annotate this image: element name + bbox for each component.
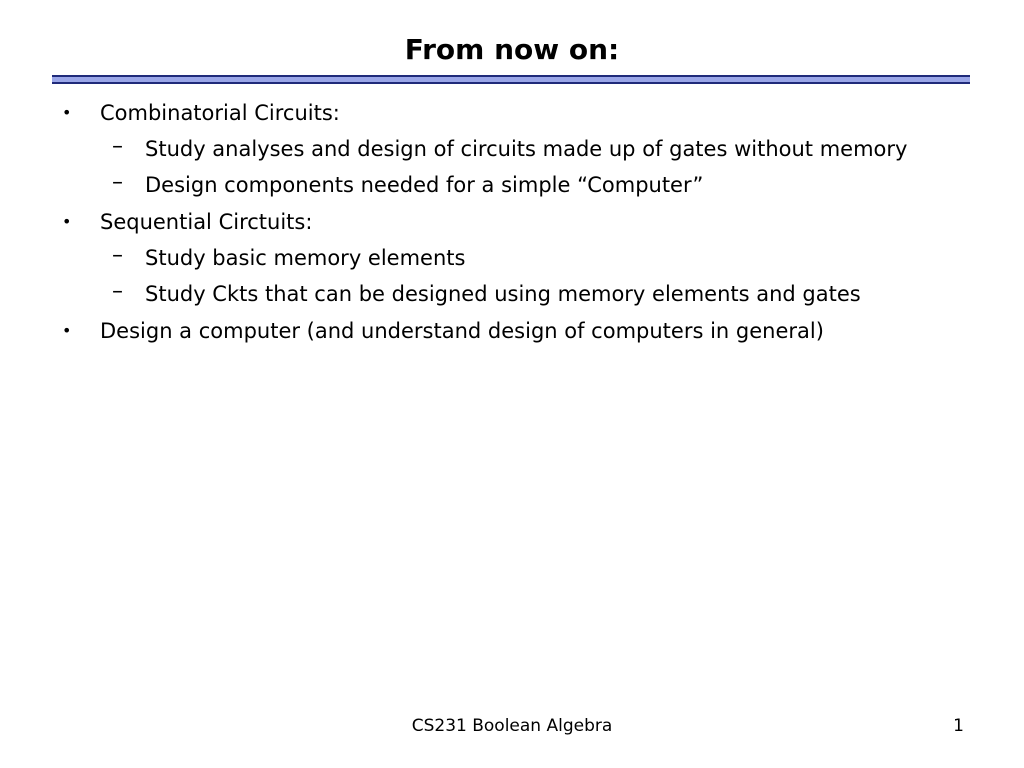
- title-underline-graphic: [52, 75, 970, 84]
- bullet-text: Combinatorial Circuits:: [100, 101, 340, 125]
- bullet-item-2: [62, 208, 962, 308]
- dash-marker: –: [112, 279, 123, 304]
- sub-bullet-list: [100, 244, 962, 308]
- slide-title: From now on:: [404, 33, 620, 66]
- bullet-marker: •: [62, 321, 72, 340]
- bullet-marker: •: [62, 103, 72, 122]
- sub-bullet-item: [100, 280, 962, 308]
- sub-bullet-list: [100, 135, 962, 199]
- bullet-list: [62, 99, 962, 354]
- bullet-text: Design a computer (and understand design of computers in general): [100, 319, 824, 343]
- sub-bullet-text: Study Ckts that can be designed using memory elements and gates: [145, 282, 861, 306]
- bullet-text: Sequential Circtuits:: [100, 210, 313, 234]
- sub-bullet-text: Study basic memory elements: [145, 246, 466, 270]
- sub-bullet-item: [100, 244, 962, 272]
- bullet-marker: •: [62, 212, 72, 231]
- page-number: 1: [953, 716, 964, 736]
- dash-marker: –: [112, 243, 123, 268]
- sub-bullet-item: [100, 171, 962, 199]
- sub-bullet-text: Study analyses and design of circuits made up of gates without memory: [145, 137, 908, 161]
- title-underline: [52, 75, 970, 84]
- dash-marker: –: [112, 170, 123, 195]
- sub-bullet-text: Design components needed for a simple “Computer”: [145, 173, 704, 197]
- sub-bullet-item: [100, 135, 962, 163]
- bullet-item-3: [62, 317, 962, 345]
- dash-marker: –: [112, 134, 123, 159]
- footer-course-title: CS231 Boolean Algebra: [411, 716, 613, 736]
- bullet-item-1: [62, 99, 962, 199]
